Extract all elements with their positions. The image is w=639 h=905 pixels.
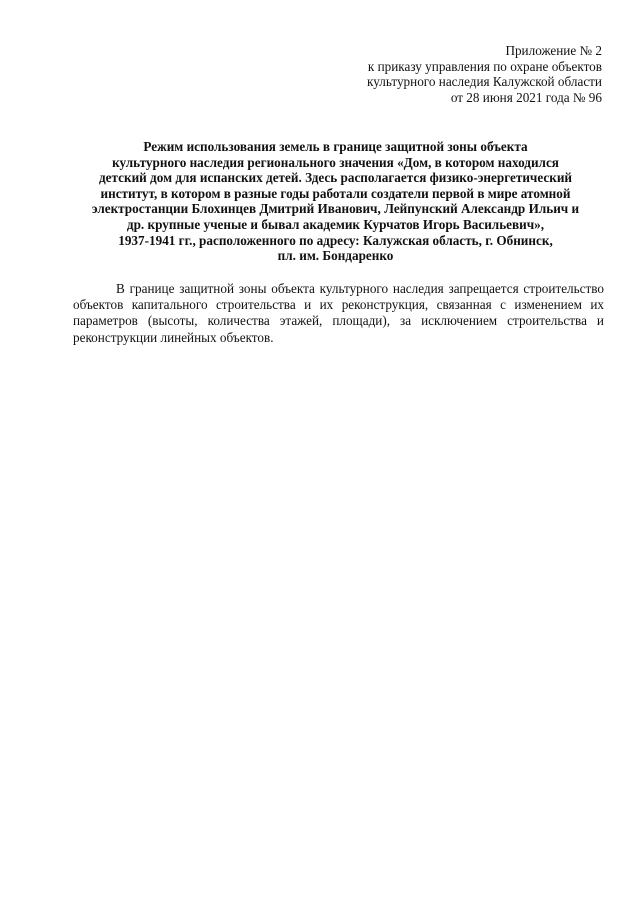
title-line: пл. им. Бондаренко [277,248,394,264]
title-line: электростанции Блохинцев Дмитрий Иванович, Лейпунский Александр Ильич и [91,201,580,217]
appendix-number: Приложение № 2 [505,43,602,58]
body-paragraph: В границе защитной зоны объекта культурного наследия запрещается строительство объектов капитального строительства и их реконструкция, связанная с изменением их параметров (высоты, количества этажей, площади), за исключением строительства и реконструкции линейных объектов. [73,281,604,345]
appendix-order-reference: к приказу управления по охране объектов [367,58,602,74]
title-line: Режим использования земель в границе защитной зоны объекта [143,139,528,154]
title-line: культурного наследия регионального значения «Дом, в котором находился [112,154,559,170]
title-line: детский дом для испанских детей. Здесь располагается физико-энергетический [98,170,573,186]
title-line: институт, в котором в разные годы работали создатели первой в мире атомной [100,185,571,201]
title-line: 1937-1941 гг., расположенного по адресу: Калужская область, г. Обнинск, [118,232,553,248]
appendix-date: от 28 июня 2021 года № 96 [450,89,602,105]
appendix-header [282,43,602,105]
appendix-authority: культурного наследия Калужской области [367,74,602,89]
document-title [66,139,605,264]
title-line: др. крупные ученые и бывал академик Курчатов Игорь Васильевич», [126,216,545,232]
